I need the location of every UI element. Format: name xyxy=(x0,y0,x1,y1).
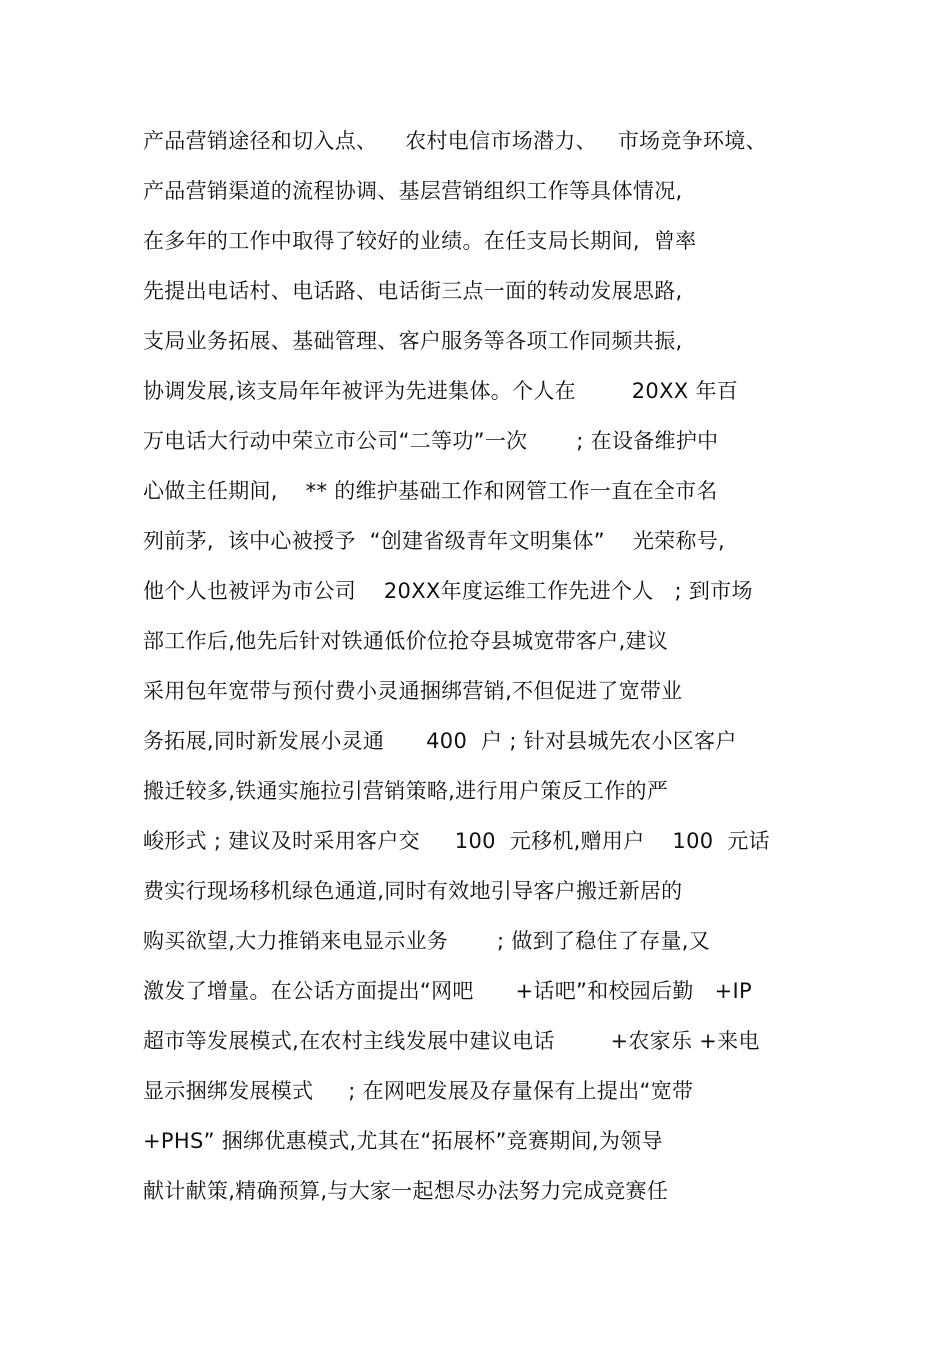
text-line: 费实行现场移机绿色通道,同时有效地引导客户搬迁新居的 xyxy=(143,879,683,903)
text-line: 显示捆绑发展模式 ; 在网吧发展及存量保有上提出“宽带 xyxy=(143,1079,694,1103)
text-line: 务拓展,同时新发展小灵通 400 户 ; 针对县城先农小区客户 xyxy=(143,729,737,753)
body-text xyxy=(143,121,823,1221)
text-line: 产品营销渠道的流程协调、基层营销组织工作等具体情况, xyxy=(143,179,683,203)
text-line: 心做主任期间, ** 的维护基础工作和网管工作一直在全市名 xyxy=(143,479,718,503)
text-line: 支局业务拓展、基础管理、客户服务等各项工作同频共振, xyxy=(143,329,683,353)
text-line: 峻形式 ; 建议及时采用客户交 100 元移机,赠用户 100 元话 xyxy=(143,829,770,853)
text-line: 在多年的工作中取得了较好的业绩。在任支局长期间, 曾率 xyxy=(143,229,697,253)
text-line: 他个人也被评为市公司 20XX年度运维工作先进个人 ; 到市场 xyxy=(143,579,753,603)
text-line: 采用包年宽带与预付费小灵通捆绑营销,不但促进了宽带业 xyxy=(143,679,683,703)
text-line: 超市等发展模式,在农村主线发展中建议电话 +农家乐 +来电 xyxy=(143,1029,760,1053)
text-line: 产品营销途径和切入点、 农村电信市场潜力、 市场竞争环境、 xyxy=(143,129,767,153)
text-line: 部工作后,他先后针对铁通低价位抢夺县城宽带客户,建议 xyxy=(143,629,669,653)
text-line: +PHS” 捆绑优惠模式,尤其在“拓展杯”竞赛期间,为领导 xyxy=(143,1129,663,1153)
text-line: 购买欲望,大力推销来电显示业务 ; 做到了稳住了存量,又 xyxy=(143,929,711,953)
text-line: 列前茅, 该中心被授予 “创建省级青年文明集体” 光荣称号, xyxy=(143,529,726,553)
text-line: 协调发展,该支局年年被评为先进集体。个人在 20XX 年百 xyxy=(143,379,739,403)
text-line: 先提出电话村、电话路、电话街三点一面的转动发展思路, xyxy=(143,279,683,303)
text-line: 激发了增量。在公话方面提出“网吧 +话吧”和校园后勤 +IP xyxy=(143,979,752,1003)
text-line: 万电话大行动中荣立市公司“二等功”一次 ; 在设备维护中 xyxy=(143,429,719,453)
text-line: 献计献策,精确预算,与大家一起想尽办法努力完成竞赛任 xyxy=(143,1179,669,1203)
text-line: 搬迁较多,铁通实施拉引营销策略,进行用户策反工作的严 xyxy=(143,779,669,803)
